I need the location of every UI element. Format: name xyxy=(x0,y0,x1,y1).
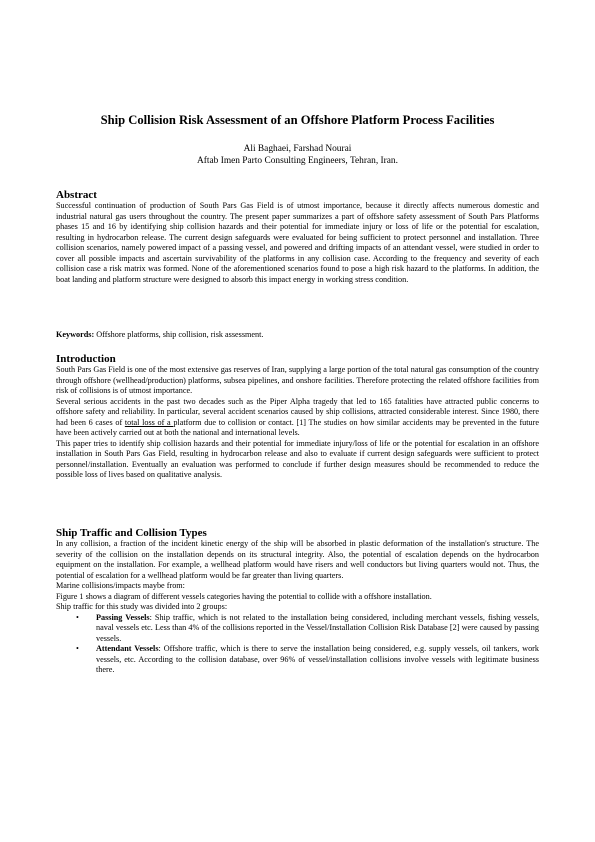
keywords-text: Offshore platforms, ship collision, risk assessment. xyxy=(94,330,264,339)
author-block xyxy=(56,143,539,167)
bullet-text: : Ship traffic, which is not related to the installation being considered, including merchant vessels, fishing vessels, naval vessels etc. Less than 4% of the collisions reported in the Vessel/Installation Collision Risk Database [2] were caused by passing vessels. xyxy=(96,612,539,643)
list-item-passing-vessels xyxy=(56,613,539,645)
ship-traffic-paragraph-3: Figure 1 shows a diagram of different vessels categories having the potential to collide with a offshore installation. xyxy=(56,591,432,601)
keywords-line xyxy=(56,330,539,341)
ship-traffic-section xyxy=(56,527,539,676)
abstract-text: Successful continuation of production of South Pars Gas Field is of utmost importance, because it directly affects numerous domestic and industrial natural gas users throughout the country. The present paper summarizes a part of offshore safety assessment of South Pars Platforms phases 15 and 16 by identifying ship collision hazards and their potential for immediate injury or loss of life or the potential for escalation, resulting in hydrocarbon release. The current design safeguards were evaluated for being sufficient to protect personnel and installation. Three collision scenarios, namely powered impact of a passing vessel, and powered and drifting impacts of an attendant vessel, were studied in order to cover all possible impacts and ascertain survivability of the platforms in any collision case. According to the frequency and severity of each collision case a risk matrix was formed. None of the aforementioned scenarios found to pose a high risk hazard to the platforms. In addition, the boat landing and platform structure were designed to absorb this impact energy in working stress condition. xyxy=(56,201,539,284)
ship-traffic-paragraph-4: Ship traffic for this study was divided into 2 groups: xyxy=(56,602,228,611)
author-affiliation: Aftab Imen Parto Consulting Engineers, Tehran, Iran. xyxy=(197,156,398,166)
vessel-group-list xyxy=(56,613,539,676)
introduction-heading: Introduction xyxy=(56,353,116,365)
bullet-icon: • xyxy=(76,644,79,653)
list-item-attendant-vessels xyxy=(56,644,539,676)
intro-p2-underlined: total loss of a xyxy=(124,417,174,427)
abstract-heading: Abstract xyxy=(56,189,97,201)
ship-traffic-paragraph-2: Marine collisions/impacts maybe from: xyxy=(56,581,185,590)
introduction-paragraph-1: South Pars Gas Field is one of the most extensive gas reserves of Iran, supplying a large portion of the total natural gas consumption of the country through offshore (wellhead/production) platforms, subsea pipelines, and onshore facilities. Therefore protecting the related offshore facilities from risk of collisions is of utmost importance. xyxy=(56,365,539,395)
author-names: Ali Baghaei, Farshad Nourai xyxy=(243,144,352,154)
abstract-section xyxy=(56,189,539,285)
introduction-section xyxy=(56,353,539,481)
intro-p2-text-a: Several serious accidents in the past two decades such as the Piper Alpha tragedy that led to 165 fatalities have attracted public concerns to offshore safety and reliability. In particular, several accident scenarios caused by ship collisions, attracted considerable interest. Since 1980, there had been 6 cases of xyxy=(56,396,539,427)
bullet-icon: • xyxy=(76,612,79,622)
bullet-term: Passing Vessels xyxy=(96,612,150,622)
introduction-paragraph-3: This paper tries to identify ship collision hazards and their potential for immediate injury/loss of life or the potential for escalation in an offshore installation in South Pars Gas Field, resulting in hydrocarbon release and also to evaluate if current design safeguards were sufficient to protect personnel/installation. Eventually an evaluation was performed to conclude if further design measures should be recommended to reduce the possible loss of lives based on qualitative analysis. xyxy=(56,438,539,479)
ship-traffic-paragraph-1: In any collision, a fraction of the incident kinetic energy of the ship will be absorbed in plastic deformation of the installation's structure. The severity of the collision on the installation depends on its structural integrity. Also, the potential of escalation depends on the hydrocarbon equipment on the installation. For example, a wellhead platform would have risers and well conductors but living quarters would not. Thus, the potential of escalation for a wellhead platform would be far greater than living quarters. xyxy=(56,539,539,580)
bullet-text: : Offshore traffic, which is there to serve the installation being considered, e.g. supply vessels, oil tankers, work vessels, etc. According to the collision database, over 96% of vessel/installation collisions involve vessels with legitimate business there. xyxy=(96,644,539,674)
paper-title: Ship Collision Risk Assessment of an Offshore Platform Process Facilities xyxy=(100,113,495,127)
ship-traffic-heading: Ship Traffic and Collision Types xyxy=(56,527,207,539)
intro-p2-text-b: platform due to collision or contact. [1] The studies on how similar accidents may be prevented in the future have been actively carried out at both the national and international levels. xyxy=(56,417,539,437)
introduction-paragraph-2 xyxy=(56,397,539,439)
bullet-term: Attendant Vessels xyxy=(96,644,159,653)
keywords-label: Keywords: xyxy=(56,330,95,339)
